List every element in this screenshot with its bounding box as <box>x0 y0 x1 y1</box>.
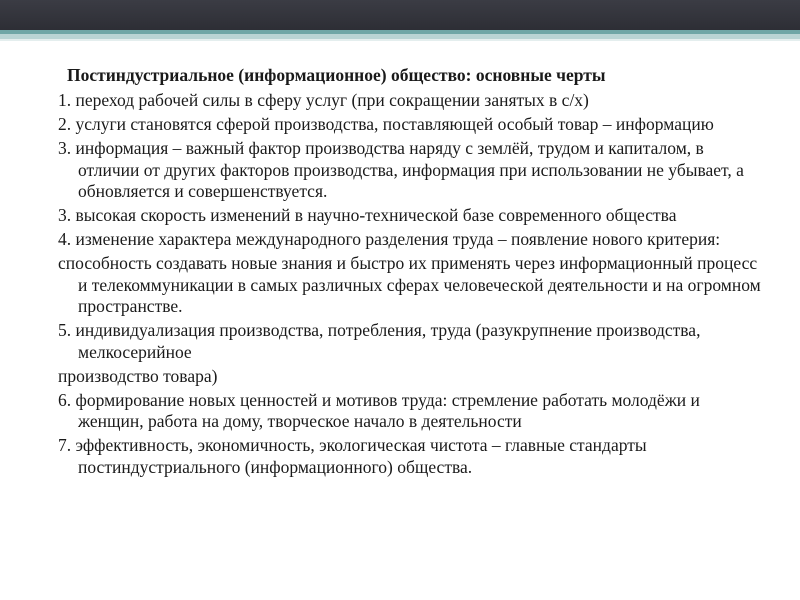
list-item: 3. высокая скорость изменений в научно-технической базе современного общества <box>58 205 677 225</box>
list-item: 2. услуги становятся сферой производства, поставляющей особый товар – информацию <box>58 114 714 134</box>
list-item: 4. изменение характера международного разделения труда – появление нового критерия: <box>58 229 721 249</box>
list-item: 5. индивидуализация производства, потребления, труда (разукрупнение производства, мелкосерийное <box>58 320 701 362</box>
slide-title: Постиндустриальное (информационное) общество: основные черты <box>67 65 606 85</box>
list-item: 1. переход рабочей силы в сферу услуг (при сокращении занятых в с/х) <box>58 90 589 110</box>
list-item: способность создавать новые знания и быстро их применять через информационный процесс и телекоммуникации в самых различных сферах человеческой деятельности и на огромном пространстве. <box>58 253 761 316</box>
list-item: 3. информация – важный фактор производства наряду с землёй, трудом и капиталом, в отличии от других факторов производства, информация при использовании не убывает, а обновляется и совершенствуется. <box>58 138 744 201</box>
header-accent-line-pale <box>0 39 800 41</box>
header-band <box>0 0 800 30</box>
list-item: 6. формирование новых ценностей и мотивов труда: стремление работать молодёжи и женщин, работа на дому, творческое начало в деятельности <box>58 389 700 431</box>
slide-body <box>58 64 768 481</box>
list-item: производство товара) <box>58 365 218 386</box>
list-item: 7. эффективность, экономичность, экологическая чистота – главные стандарты постиндустриального (информационного) общества. <box>58 435 647 477</box>
